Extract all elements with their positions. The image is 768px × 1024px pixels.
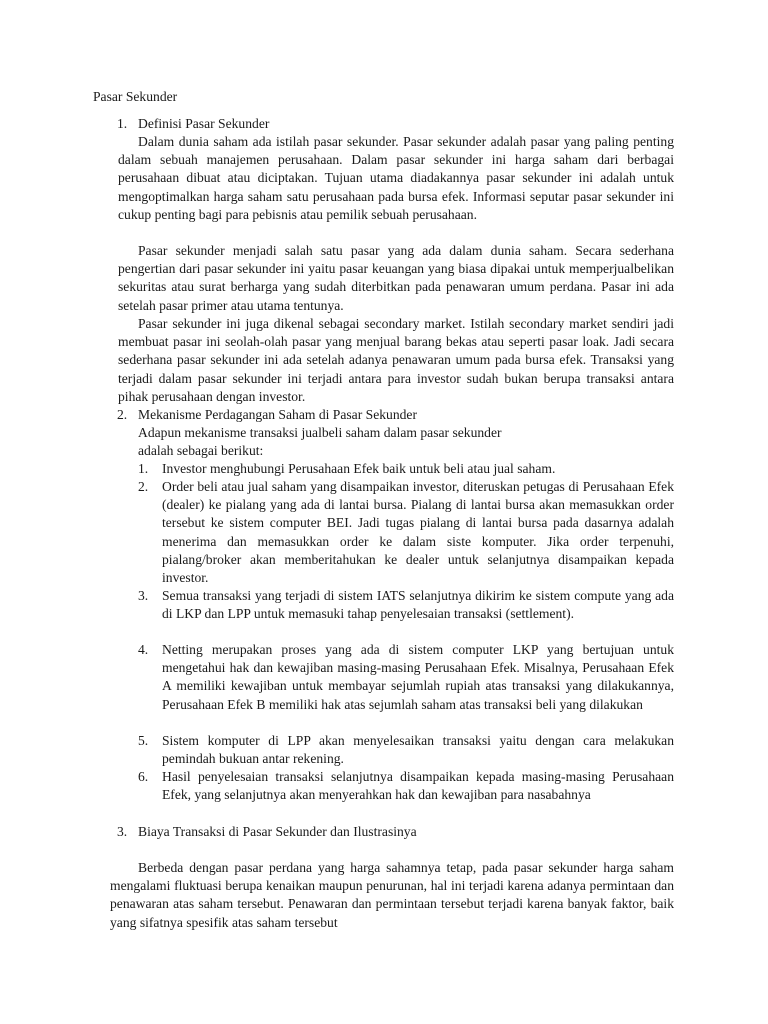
section-2-intro-line-1: Adapun mekanisme transaksi jualbeli saham dalam pasar sekunder <box>138 425 502 440</box>
section-2-intro-line-2: adalah sebagai berikut: <box>138 443 264 458</box>
section-1-paragraph-2: Pasar sekunder menjadi salah satu pasar yang ada dalam dunia saham. Secara sederhana pengertian dari pasar sekunder ini yaitu pasar keuangan yang biasa dipakai untuk memperjualbelikan sekuritas atau surat berharga yang sudah diterbitkan pada penawaran umum perdana. Pasar ini ada setelah pasar primer atau utama tentunya. <box>118 243 674 313</box>
section-1-number: 1. <box>117 116 128 131</box>
list-item-text: Sistem komputer di LPP akan menyelesaikan transaksi yaitu dengan cara melakukan pemindah bukuan antar rekening. <box>162 733 674 767</box>
list-item-number: 2. <box>138 479 149 494</box>
list-item-text: Order beli atau jual saham yang disampaikan investor, diteruskan petugas di Perusahaan Efek (dealer) ke pialang yang ada di lantai bursa. Pialang di lantai bursa akan memasukkan order tersebut ke sistem computer BEI. Jadi tugas pialang di lantai bursa pada dasarnya adalah menerima dan memasukkan order ke dalam siste komputer. Jika order terpenuhi, pialang/broker akan memberitahukan ke dealer untuk selanjutnya disampaikan kepada investor. <box>162 479 674 586</box>
list-item-text: Hasil penyelesaian transaksi selanjutnya disampaikan kepada masing-masing Perusahaan Efek, yang selanjutnya akan menyerahkan hak dan kewajiban para nasabahnya <box>162 769 674 803</box>
section-3-number: 3. <box>117 824 128 839</box>
section-1-heading: Definisi Pasar Sekunder <box>138 116 270 131</box>
section-2-number: 2. <box>117 407 128 422</box>
list-item-number: 4. <box>138 642 149 657</box>
section-1-paragraph-3: Pasar sekunder ini juga dikenal sebagai secondary market. Istilah secondary market sendiri jadi membuat pasar ini seolah-olah pasar yang menjual barang bekas atau seperti pasar loak. Jadi secara sederhana pasar sekunder ini ada setelah adanya penawaran umum pada bursa efek. Transaksi yang terjadi dalam pasar sekunder ini terjadi antara para investor sudah bukan berupa transaksi antara pihak perusahaan dengan investor. <box>118 316 674 404</box>
list-item-text: Semua transaksi yang terjadi di sistem IATS selanjutnya dikirim ke sistem compute yang ada di LKP dan LPP untuk memasuki tahap penyelesaian transaksi (settlement). <box>162 588 674 622</box>
list-item-number: 6. <box>138 769 149 784</box>
list-item-text: Investor menghubungi Perusahaan Efek baik untuk beli atau jual saham. <box>162 461 556 476</box>
section-3-paragraph: Berbeda dengan pasar perdana yang harga sahamnya tetap, pada pasar sekunder harga saham mengalami fluktuasi berupa kenaikan maupun penurunan, hal ini terjadi karena adanya permintaan dan penawaran atas saham tersebut. Penawaran dan permintaan tersebut terjadi karena banyak faktor, baik yang sifatnya spesifik atas saham tersebut <box>110 860 674 930</box>
list-item-number: 3. <box>138 588 149 603</box>
section-1-paragraph-1: Dalam dunia saham ada istilah pasar sekunder. Pasar sekunder adalah pasar yang paling penting dalam sebuah manajemen perusahaan. Dalam pasar sekunder ini harga saham dari berbagai perusahaan dibuat atau diciptakan. Tujuan utama diadakannya pasar sekunder ini adalah untuk mengoptimalkan harga saham satu perusahaan pada bursa efek. Informasi seputar pasar sekunder ini cukup penting bagi para pebisnis atau pemilik sebuah perusahaan. <box>118 134 674 222</box>
list-item-text: Netting merupakan proses yang ada di sistem computer LKP yang bertujuan untuk mengetahui hak dan kewajiban masing-masing Perusahaan Efek. Misalnya, Perusahaan Efek A memiliki kewajiban untuk membayar sejumlah rupiah atas transaksi yang dilakukannya, Perusahaan Efek B memiliki hak atas sejumlah saham atas transaksi beli yang dilakukan <box>162 642 674 712</box>
list-item-number: 5. <box>138 733 149 748</box>
section-3-heading: Biaya Transaksi di Pasar Sekunder dan Ilustrasinya <box>138 824 417 839</box>
list-item-number: 1. <box>138 461 149 476</box>
section-2-heading: Mekanisme Perdagangan Saham di Pasar Sekunder <box>138 407 417 422</box>
document-title: Pasar Sekunder <box>93 89 178 104</box>
